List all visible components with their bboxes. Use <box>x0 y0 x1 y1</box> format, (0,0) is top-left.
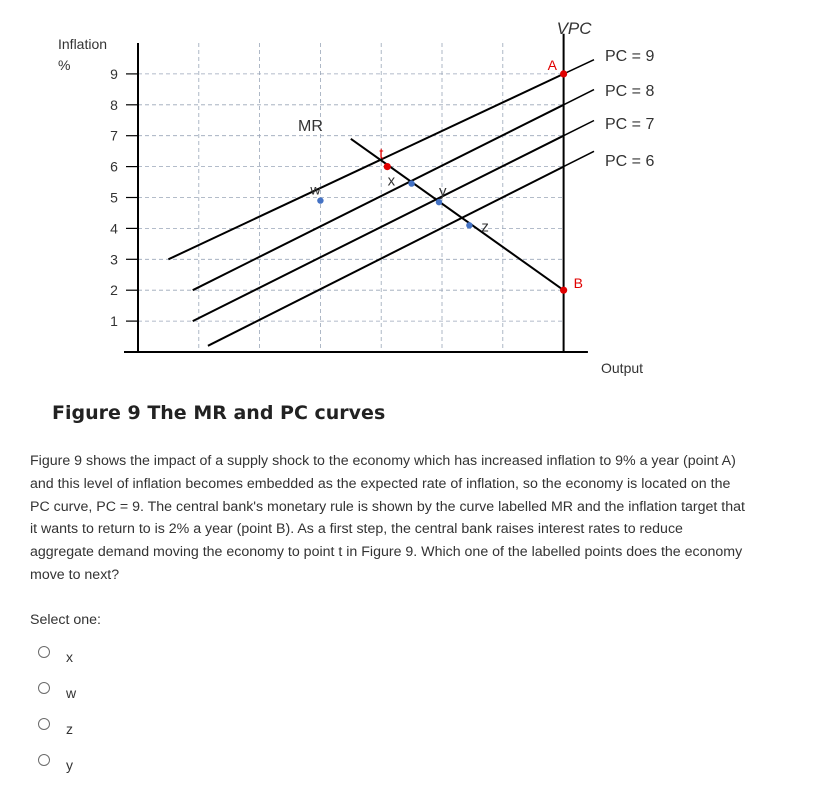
y-tick-label: 2 <box>110 282 118 299</box>
x-axis-label: Output <box>601 360 644 376</box>
radio-button[interactable] <box>38 754 50 766</box>
point-t <box>384 163 391 170</box>
option-label: z <box>66 721 73 737</box>
option-y[interactable] <box>38 744 76 780</box>
radio-button[interactable] <box>38 718 50 730</box>
option-z[interactable] <box>38 708 76 744</box>
answer-options <box>38 636 76 780</box>
point-label-x: x <box>387 172 396 190</box>
y-tick-label: 7 <box>110 127 118 144</box>
radio-button[interactable] <box>38 646 50 658</box>
pc-curve <box>193 136 564 321</box>
pc-curve-extension <box>564 121 594 136</box>
y-tick-label: 3 <box>110 251 118 268</box>
option-label: x <box>66 649 73 665</box>
y-tick-label: 4 <box>110 220 118 237</box>
point-label-z: z <box>481 218 489 236</box>
point-b <box>560 287 567 294</box>
option-w[interactable] <box>38 672 76 708</box>
pc-label: PC = 9 <box>605 48 655 65</box>
option-label: w <box>66 685 77 701</box>
pc-curve-extension <box>564 60 594 74</box>
option-label: y <box>66 757 73 773</box>
point-label-t: t <box>379 145 384 163</box>
y-axis-unit-label: % <box>58 57 71 73</box>
y-tick-label: 9 <box>110 65 118 82</box>
point-w <box>317 197 323 203</box>
pc-curve-extension <box>564 90 594 105</box>
pc-label: PC = 6 <box>605 153 655 170</box>
y-axis-label: Inflation <box>58 36 108 52</box>
point-label-b: B <box>573 275 583 292</box>
point-label-a: A <box>547 56 557 73</box>
y-tick-label: 8 <box>110 96 118 113</box>
pc-curve <box>193 105 564 290</box>
chart-axes <box>124 34 588 352</box>
point-label-w: w <box>310 181 321 198</box>
point-a <box>560 70 567 77</box>
select-one-label: Select one: <box>30 612 101 628</box>
y-tick-label: 6 <box>110 158 118 175</box>
chart-grid <box>138 43 564 352</box>
pc-curve-extension <box>564 151 594 166</box>
point-label-y: y <box>438 183 447 201</box>
y-tick-label: 1 <box>110 313 118 330</box>
pc-label: PC = 8 <box>605 83 655 100</box>
question-text: Figure 9 shows the impact of a supply shock to the economy which has increased inflation to 9% a year (point A) and this level of inflation becomes embedded as the expected rate of inflation, so the economy is located on the PC curve, PC = 9. The central bank's monetary rule is shown by the curve labelled MR and the inflation target that it wants to return to is 2% a year (point B). As a first step, the central bank raises interest rates to reduce aggregate demand moving the economy to point t in Figure 9. Which one of the labelled points does the economy move to next? <box>30 453 745 583</box>
vpc-label: VPC <box>556 19 592 38</box>
pc-label: PC = 7 <box>605 116 655 133</box>
figure-caption: Figure 9 The MR and PC curves <box>52 402 386 424</box>
radio-button[interactable] <box>38 682 50 694</box>
y-tick-label: 5 <box>110 189 118 206</box>
mr-label: MR <box>298 118 323 135</box>
point-x <box>408 180 414 186</box>
option-x[interactable] <box>38 636 76 672</box>
point-z <box>466 222 472 228</box>
